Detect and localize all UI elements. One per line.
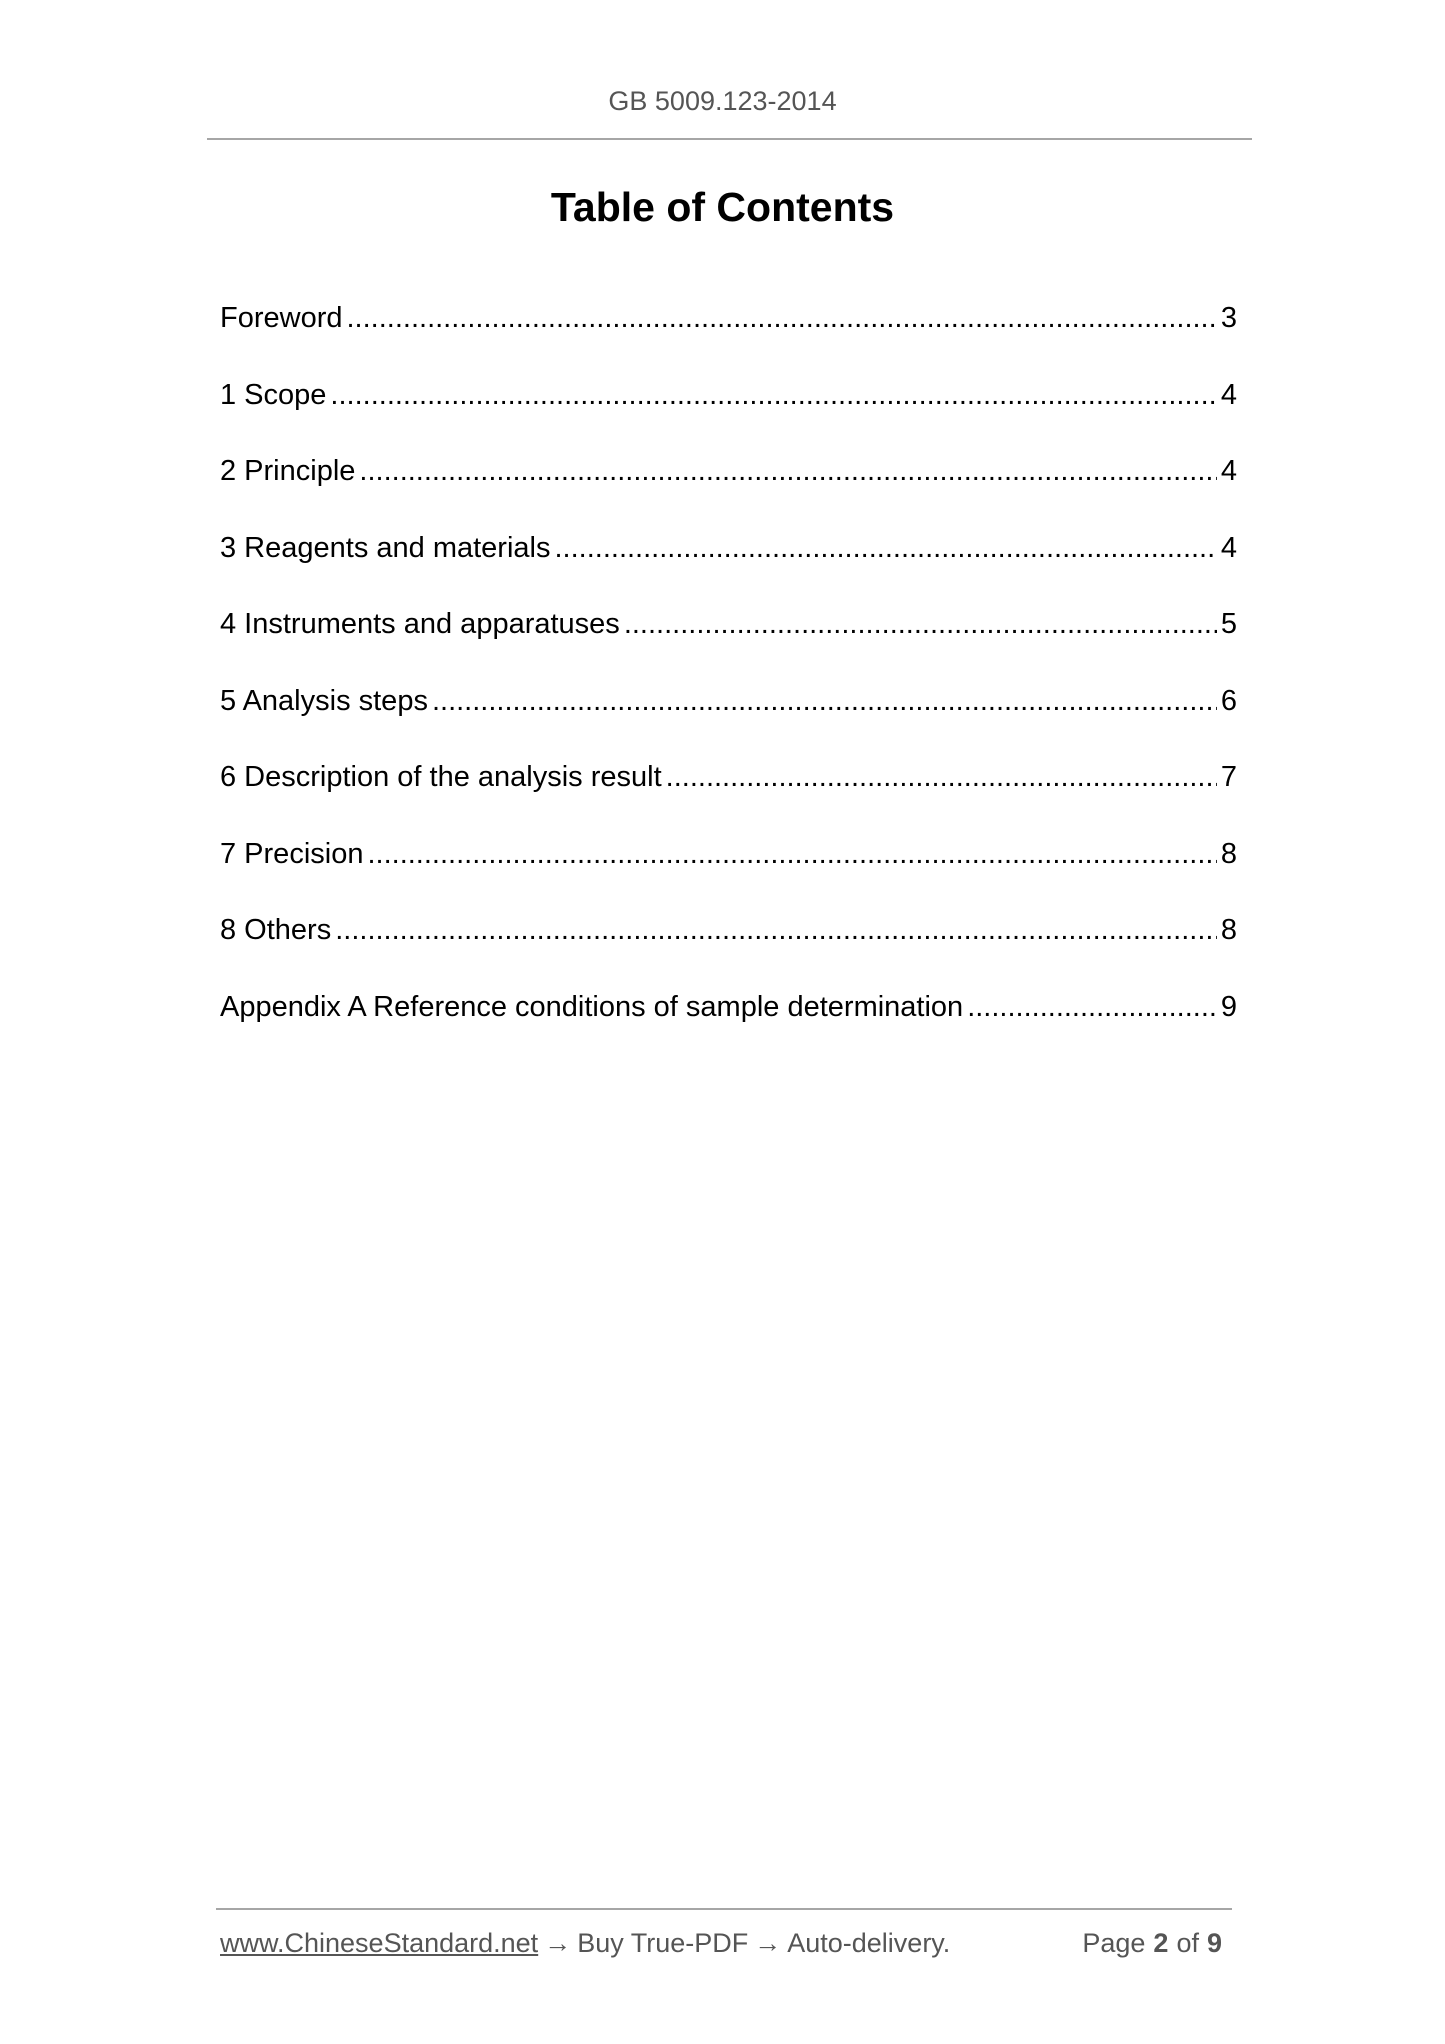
page-word: Page: [1082, 1928, 1146, 1958]
toc-dot-leader: [432, 685, 1217, 718]
toc-entry-label: 1 Scope: [220, 378, 327, 411]
toc-dot-leader: [666, 761, 1217, 794]
toc-entry-page: 8: [1220, 837, 1237, 870]
site-link[interactable]: www.ChineseStandard.net: [220, 1928, 539, 1958]
running-header: GB 5009.123-2014: [608, 86, 837, 116]
toc-entry-principle[interactable]: [220, 455, 1237, 532]
page-indicator: [1082, 1928, 1230, 1959]
toc-entry-page: 4: [1220, 455, 1237, 487]
toc-entry-label: 3 Reagents and materials: [220, 531, 551, 564]
toc-entry-instruments[interactable]: [220, 608, 1237, 685]
toc-entry-scope[interactable]: [220, 379, 1237, 456]
page-title: Table of Contents: [550, 184, 895, 230]
toc-entry-page: 4: [1220, 378, 1237, 411]
arrow-right-icon: →: [754, 1928, 782, 1958]
arrow-right-icon: →: [544, 1928, 572, 1958]
toc-dot-leader: [359, 455, 1216, 488]
table-of-contents: [220, 302, 1237, 1067]
toc-entry-label: 2 Principle: [220, 455, 356, 487]
toc-dot-leader: [624, 608, 1217, 641]
toc-dot-leader: [554, 532, 1216, 565]
buy-true-pdf-text: Buy True-PDF: [577, 1928, 749, 1958]
toc-dot-leader: [367, 838, 1216, 871]
toc-dot-leader: [347, 302, 1217, 335]
toc-entry-page: 3: [1220, 302, 1237, 334]
footer-divider: [216, 1908, 1232, 1910]
total-pages-number: 9: [1206, 1928, 1222, 1958]
footer-promo: [220, 1928, 950, 1959]
toc-entry-precision[interactable]: [220, 838, 1237, 915]
toc-dot-leader: [967, 991, 1217, 1024]
of-word: of: [1176, 1928, 1199, 1958]
toc-entry-label: Appendix A Reference conditions of sample determination: [220, 990, 964, 1023]
toc-entry-page: 7: [1220, 761, 1237, 793]
toc-entry-label: 6 Description of the analysis result: [220, 761, 662, 793]
toc-dot-leader: [335, 914, 1217, 947]
toc-dot-leader: [330, 379, 1216, 412]
toc-entry-others[interactable]: [220, 914, 1237, 991]
current-page-number: 2: [1153, 1928, 1169, 1958]
toc-entry-page: 8: [1220, 914, 1237, 946]
header-divider: [207, 138, 1252, 140]
toc-entry-appendix-a[interactable]: [220, 991, 1237, 1068]
toc-entry-foreword[interactable]: [220, 302, 1237, 379]
toc-entry-label: 7 Precision: [220, 837, 364, 870]
toc-entry-label: 5 Analysis steps: [220, 684, 428, 717]
page-footer: [220, 1928, 1230, 1959]
auto-delivery-text: Auto-delivery.: [787, 1928, 951, 1958]
toc-entry-page: 4: [1220, 531, 1237, 564]
toc-entry-label: 8 Others: [220, 914, 332, 946]
toc-entry-page: 5: [1220, 608, 1237, 640]
toc-entry-page: 6: [1220, 684, 1237, 717]
toc-entry-page: 9: [1220, 990, 1237, 1023]
toc-entry-analysis-steps[interactable]: [220, 685, 1237, 762]
toc-entry-reagents[interactable]: [220, 532, 1237, 609]
toc-entry-analysis-result[interactable]: [220, 761, 1237, 838]
toc-entry-label: 4 Instruments and apparatuses: [220, 608, 620, 640]
toc-entry-label: Foreword: [220, 302, 343, 334]
